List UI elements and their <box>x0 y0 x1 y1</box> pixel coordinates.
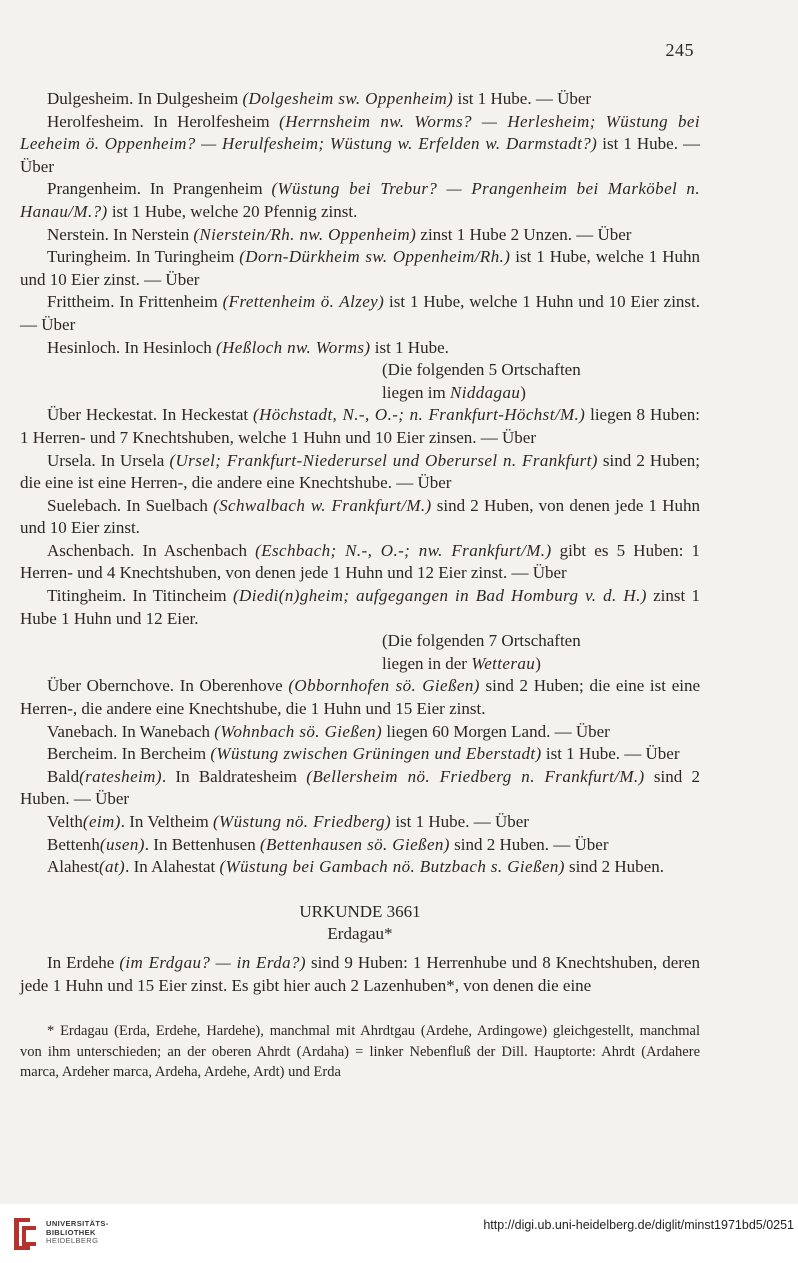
entry-turingheim: Turingheim. In Turingheim (Dorn-Dürkheim sw. Oppenheim/Rh.) ist 1 Hube, welche 1 Huhn und 10 Eier zinst. — Über <box>20 247 700 289</box>
entry-baldratesheim: Bald(ratesheim). In Baldratesheim (Bellersheim nö. Friedberg n. Frankfurt/M.) sind 2 Huben. — Über <box>20 766 700 809</box>
entry-herolfesheim: Herolfesheim. In Herolfesheim (Herrnsheim nw. Worms? — Herlesheim; Wüstung bei Leeheim ö. Oppenheim? — Herulfesheim; Wüstung w. Erfelden w. Darmstadt?) ist 1 Hube. — Über <box>20 111 700 176</box>
note-niddagau <box>382 359 700 404</box>
entry-alahestat: Alahest(at). In Alahestat (Wüstung bei Gambach nö. Butzbach s. Gießen) sind 2 Huben. <box>47 857 664 877</box>
entry-nerstein: Nerstein. In Nerstein (Nierstein/Rh. nw. Oppenheim) zinst 1 Hube 2 Unzen. — Über <box>47 224 632 244</box>
entry-prangenheim: Prangenheim. In Prangenheim (Wüstung bei Trebur? — Prangenheim bei Marköbel n. Hanau/M.?) ist 1 Hube, welche 20 Pfennig zinst. <box>20 179 700 221</box>
entry-veltheim: Velth(eim). In Veltheim (Wüstung nö. Friedberg) ist 1 Hube. — Über <box>47 812 529 831</box>
library-logo-icon <box>10 1212 40 1252</box>
final-paragraph: In Erdehe (im Erdgau? — in Erda?) sind 9 Huben: 1 Herrenhube und 8 Knechtshuben, deren jede 1 Huhn und 15 Eier zinst. Es gibt hier auch 2 Lazenhuben*, von denen die eine <box>20 952 700 995</box>
note-wetterau <box>382 630 700 675</box>
note-line: liegen im Niddagau) <box>382 382 526 402</box>
footer-bar <box>0 1204 798 1263</box>
entry-dulgesheim: Dulgesheim. In Dulgesheim (Dolgesheim sw. Oppenheim) ist 1 Hube. — Über <box>47 89 592 108</box>
note-line: liegen in der Wetterau) <box>382 653 541 673</box>
entry-titingheim: Titingheim. In Titincheim (Diedi(n)gheim; aufgegangen in Bad Homburg v. d. H.) zinst 1 Hube 1 Huhn und 12 Eier. <box>20 586 701 628</box>
entry-aschenbach: Aschenbach. In Aschenbach (Eschbach; N.-, O.-; nw. Frankfurt/M.) gibt es 5 Huben: 1 Herren- und 4 Knechtshuben, von denen jede 1 Huhn und 12 Eier zinst. — Über <box>20 540 701 583</box>
entry-ursela: Ursela. In Ursela (Ursel; Frankfurt-Niederursel und Oberursel n. Frankfurt) sind 2 Huben; die eine ist eine Herren-, die andere eine Knechtshube. — Über <box>20 450 700 493</box>
note-line: (Die folgenden 5 Ortschaften <box>382 360 581 380</box>
entry-heckestat: Über Heckestat. In Heckestat (Höchstadt, N.-, O.-; n. Frankfurt-Höchst/M.) liegen 8 Huben: 1 Herren- und 7 Knechtshuben, welche 1 Huhn und 10 Eier zinsen. — Über <box>20 405 700 447</box>
urkunde-title: URKUNDE 3661 <box>299 901 421 921</box>
page-number: 245 <box>665 40 694 60</box>
urkunde-subtitle: Erdagau* <box>327 924 393 944</box>
note-line: (Die folgenden 7 Ortschaften <box>382 631 581 651</box>
entry-suelebach: Suelebach. In Suelbach (Schwalbach w. Frankfurt/M.) sind 2 Huben, von denen jede 1 Huhn und 10 Eier zinst. <box>20 495 700 538</box>
entry-bettenhusen: Bettenh(usen). In Bettenhusen (Bettenhausen sö. Gießen) sind 2 Huben. — Über <box>47 834 609 854</box>
entry-hesinloch: Hesinloch. In Hesinloch (Heßloch nw. Worms) ist 1 Hube. <box>47 337 449 357</box>
entry-obernchove: Über Obernchove. In Oberenhove (Obbornhofen sö. Gießen) sind 2 Huben; die eine ist eine Herren-, die andere eine Knechtshube, die 1 Huhn und 15 Eier zinst. <box>20 676 701 719</box>
library-name: UNIVERSITÄTS- BIBLIOTHEK HEIDELBERG <box>46 1219 109 1245</box>
source-url[interactable]: http://digi.ub.uni-heidelberg.de/diglit/minst1971bd5/0251 <box>483 1218 794 1232</box>
footnote: * Erdagau (Erda, Erdehe, Hardehe), manchmal mit Ahrdtgau (Ardehe, Ardingowe) gleichgestellt, manchmal von ihm unterschieden; an der oberen Ahrdt (Ardaha) = linker Nebenfluß der Dill. Hauptorte: Ahrdt (Ardahere marca, Ardeher marca, Ardeha, Ardehe, Ardt) und Erda <box>20 1023 700 1080</box>
entry-bercheim: Bercheim. In Bercheim (Wüstung zwischen Grüningen und Eberstadt) ist 1 Hube. — Über <box>47 744 680 764</box>
body-text <box>20 88 700 997</box>
entry-vanebach: Vanebach. In Wanebach (Wohnbach sö. Gießen) liegen 60 Morgen Land. — Über <box>47 721 610 741</box>
entry-frittheim: Frittheim. In Frittenheim (Frettenheim ö. Alzey) ist 1 Hube, welche 1 Huhn und 10 Eier zinst. — Über <box>20 292 701 334</box>
